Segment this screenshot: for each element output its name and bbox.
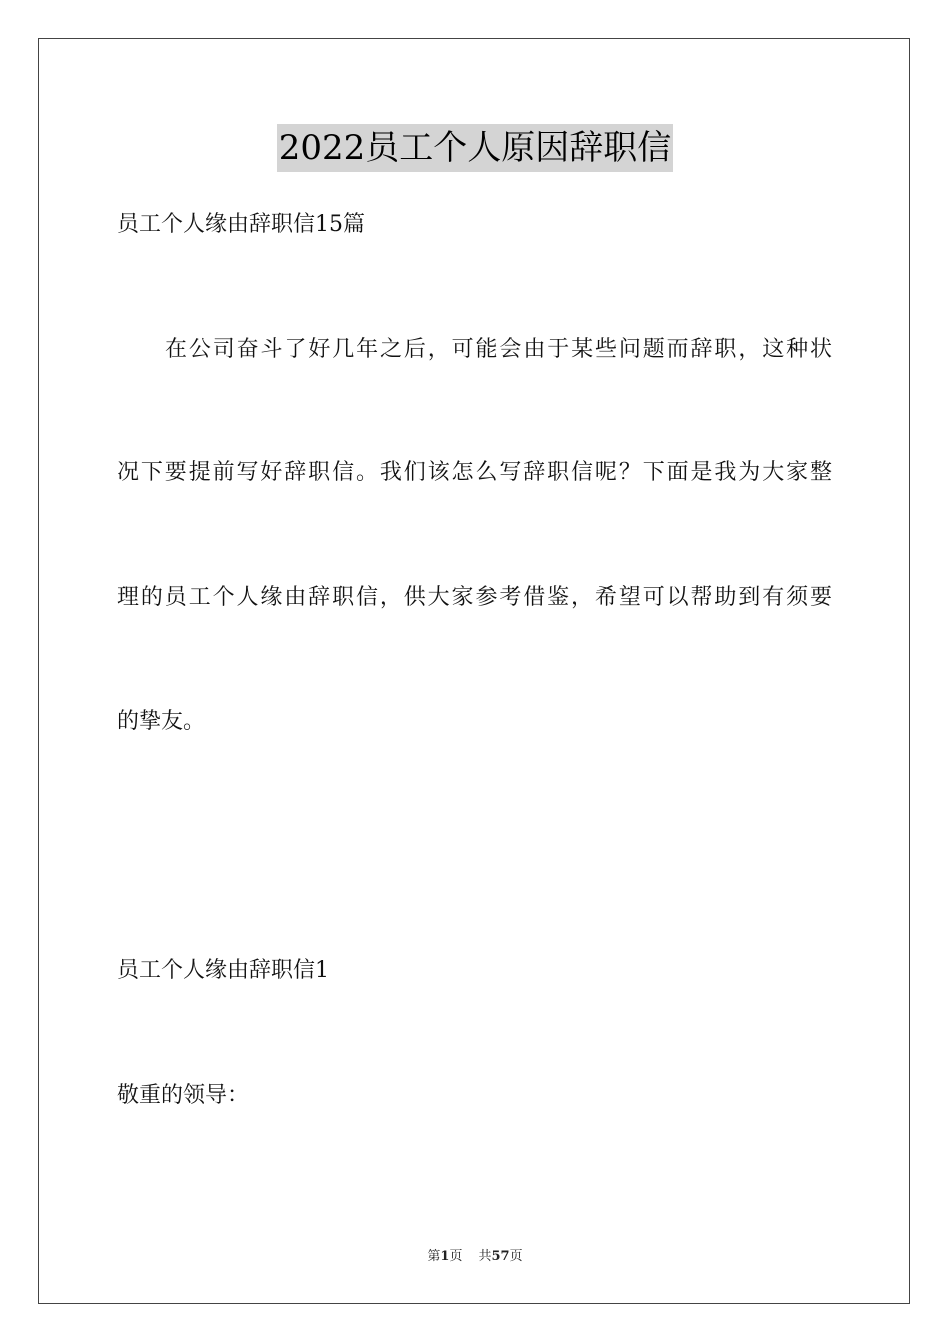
title-container xyxy=(0,124,950,172)
intro-line-2: 况下要提前写好辞职信。我们该怎么写辞职信呢？下面是我为大家整 xyxy=(117,460,832,485)
document-subtitle: 员工个人缘由辞职信15篇 xyxy=(117,212,365,237)
section-heading: 员工个人缘由辞职信1 xyxy=(117,958,329,983)
page-suffix: 页 xyxy=(449,1249,463,1264)
intro-line-1: 在公司奋斗了好几年之后，可能会由于某些问题而辞职，这种状 xyxy=(165,337,832,362)
page-prefix: 第 xyxy=(427,1249,441,1264)
total-suffix: 页 xyxy=(509,1249,523,1264)
total-prefix: 共 xyxy=(478,1249,492,1264)
document-title: 2022员工个人原因辞职信 xyxy=(277,124,674,172)
total-pages: 57 xyxy=(491,1249,510,1264)
page-number: 1 xyxy=(440,1249,450,1264)
salutation: 敬重的领导： xyxy=(117,1083,250,1108)
intro-line-3: 理的员工个人缘由辞职信，供大家参考借鉴，希望可以帮助到有须要 xyxy=(117,585,832,610)
page-footer xyxy=(0,1247,950,1267)
intro-line-4: 的挚友。 xyxy=(117,709,206,734)
